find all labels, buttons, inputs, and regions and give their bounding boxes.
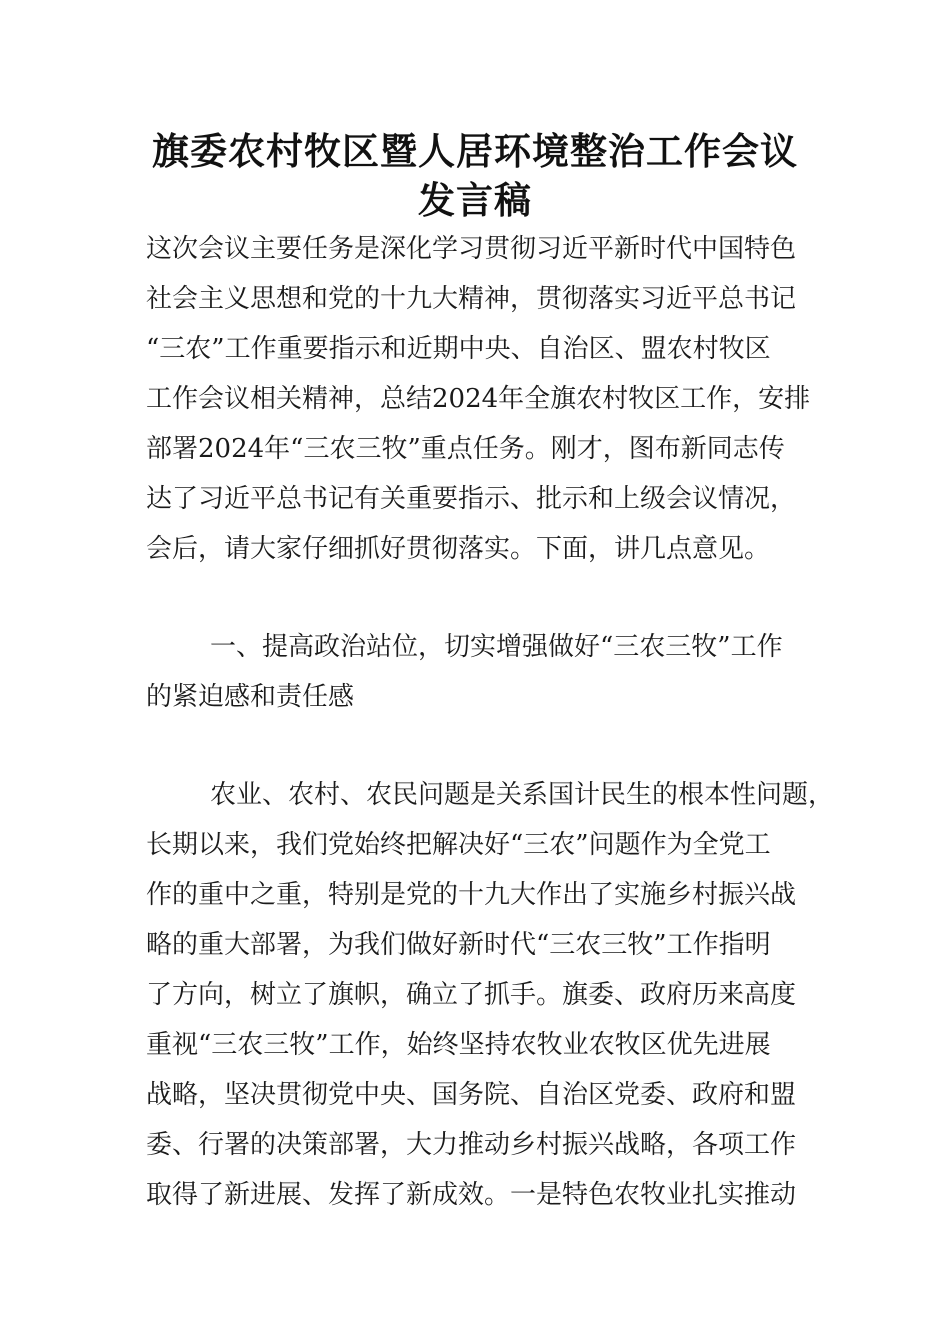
- intro-line: “三农”工作重要指示和近期中央、自治区、盟农村牧区: [146, 334, 771, 364]
- intro-paragraph: [146, 224, 810, 574]
- intro-line: 工作会议相关精神，总结2024年全旗农村牧区工作，安排: [146, 384, 811, 414]
- document-title: [120, 127, 830, 225]
- title-line-1: 旗委农村牧区暨人居环境整治工作会议: [152, 130, 798, 173]
- paragraph-line: 农业、农村、农民问题是关系国计民生的根本性问题，: [210, 780, 835, 810]
- paragraph-line: 战略，坚决贯彻党中央、国务院、自治区党委、政府和盟: [146, 1080, 797, 1110]
- section-heading-line: 的紧迫感和责任感: [146, 682, 355, 712]
- paragraph-line: 取得了新进展、发挥了新成效。一是特色农牧业扎实推动: [146, 1180, 797, 1210]
- paragraph-line: 重视“三农三牧”工作，始终坚持农牧业农牧区优先进展: [146, 1030, 771, 1060]
- intro-line: 达了习近平总书记有关重要指示、批示和上级会议情况，: [146, 484, 797, 514]
- paragraph-line: 委、行署的决策部署，大力推动乡村振兴战略，各项工作: [146, 1130, 797, 1160]
- paragraph-line: 略的重大部署，为我们做好新时代“三农三牧”工作指明: [146, 930, 771, 960]
- intro-line: 社会主义思想和党的十九大精神，贯彻落实习近平总书记: [146, 284, 797, 314]
- body-paragraph: [146, 770, 835, 1220]
- paragraph-line: 长期以来，我们党始终把解决好“三农”问题作为全党工: [146, 830, 771, 860]
- section-heading: [146, 622, 810, 722]
- intro-line: 这次会议主要任务是深化学习贯彻习近平新时代中国特色: [146, 234, 797, 264]
- paragraph-line: 了方向，树立了旗帜，确立了抓手。旗委、政府历来高度: [146, 980, 797, 1010]
- intro-line: 会后，请大家仔细抓好贯彻落实。下面，讲几点意见。: [146, 534, 771, 564]
- title-line-2: 发言稿: [418, 179, 532, 222]
- section-heading-line: 一、提高政治站位，切实增强做好“三农三牧”工作: [210, 632, 783, 662]
- paragraph-line: 作的重中之重，特别是党的十九大作出了实施乡村振兴战: [146, 880, 797, 910]
- intro-line: 部署2024年“三农三牧”重点任务。刚才，图布新同志传: [146, 434, 785, 464]
